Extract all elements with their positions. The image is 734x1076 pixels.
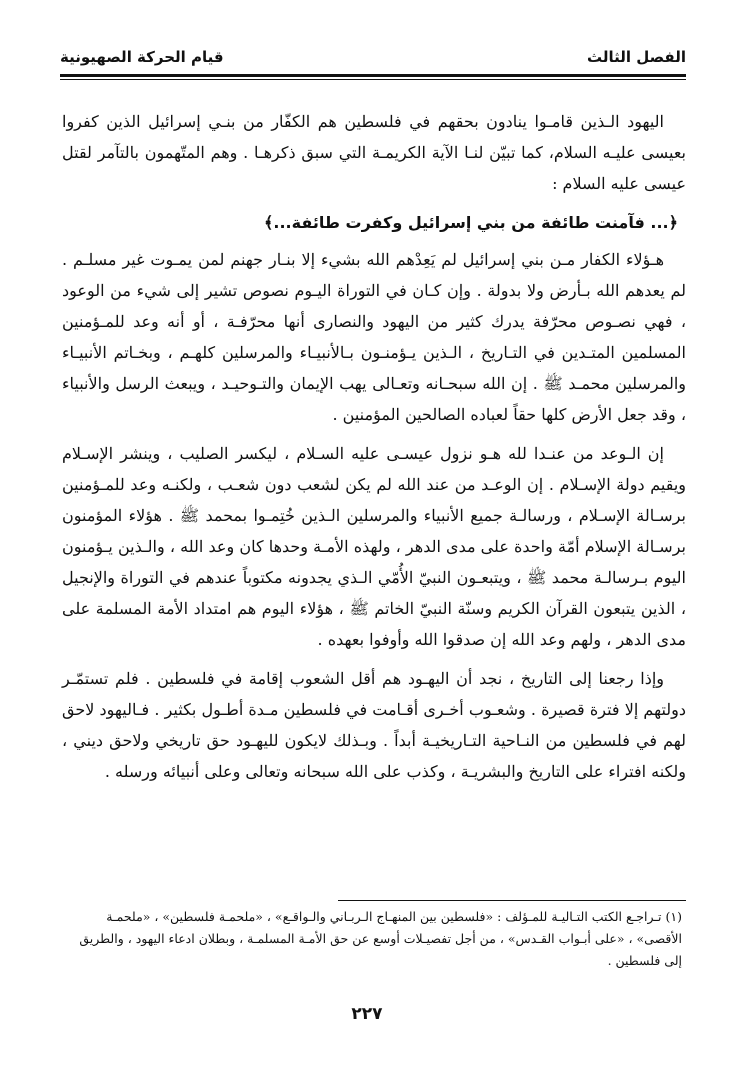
paragraph-1: اليهود الـذين قامـوا ينادون بحقهم في فلسطين هم الكفّار من بنـي إسرائيل الذين كفروا بعيسى عليـه السلام، كما تبيّن لنـا الآية الكريمـة التي سبق ذكرهـا . وهم المتّهمون بالتآمر لقتل عيسى عليه السلام : [62, 112, 686, 193]
main-text [62, 106, 686, 795]
quran-verse: ﴿... فآمنت طائفة من بني إسرائيل وكفرت طائفة...﴾ [264, 213, 678, 232]
footnote-divider [338, 900, 686, 901]
running-header [60, 44, 686, 74]
header-rule-thin [60, 79, 686, 80]
paragraph-3: إن الـوعد من عنـدا لله هـو نزول عيسـى عليه السـلام ، ليكسر الصليب ، وينشر الإسـلام ويقيم دولة الإسـلام . إن الوعـد من عند الله لم يكن لشعب دون شعـب ، ولكنـه وعد للمـؤمنين برسـالة الإسـلام ، ورسالـة جميع الأنبياء والمرسلين الـذين خُتِمـوا بمحمد ﷺ . هؤلاء المؤمنون برسـالة الإسلام أمّة واحدة على مدى الدهر ، ولهذه الأمـة وحدها كان وعد الله ، والـذين يـؤمنون اليوم بـرسالـة محمد ﷺ ، ويتبعـون النبيّ الأُمّي الـذي يجدونه مكتوباً عندهم في التوراة والإنجيل ، الذين يتبعون القرآن الكريم وسنّة النبيّ الخاتم ﷺ ، هؤلاء اليوم هم امتداد الأمة المسلمة على مدى الدهر ، ولهم وعد الله إن صدقوا الله وأوفوا بعهده . [62, 444, 686, 649]
footnote [70, 906, 682, 972]
chapter-label: الفصل الثالث [586, 48, 686, 66]
book-section-title: قيام الحركة الصهيونية [60, 48, 224, 66]
paragraph-4: وإذا رجعنا إلى التاريخ ، نجد أن اليهـود هم أقل الشعوب إقامة في فلسطين . فلم تستمّـر دولتهم إلا فترة قصيرة . وشعـوب أخـرى أقـامت في فلسطين مـدة أطـول بكثير . فـاليهود لاحق لهم في فلسطين من النـاحية التـاريخيـة أبداً . وبـذلك لايكون لليهـود حق تاريخي ولاحق ديني ، ولكنه افتراء على التاريخ والبشريـة ، وكذب على الله سبحانه وتعالى وعلى أنبيائه ورسله . [62, 669, 686, 781]
paragraph-2: هـؤلاء الكفار مـن بني إسرائيل لم يَعِدْهم الله بشيء إلا بنـار جهنم لمن يمـوت غير مسلـم . لم يعدهم الله بـأرض ولا بدولة . وإن كـان في التوراة اليـوم نصوص تشير إلى شيء من الوعود ، فهي نصـوص محرّفة يدرك كثير من اليهود والنصارى أنها محرّفـة ، أو أنه وعد للمـؤمنين المسلمين المتـدين في التـاريخ ، الـذين يـؤمنـون بـالأنبيـاء والمرسلين كلهـم ، وبخـاتم الأنبيـاء والمرسلين محمـد ﷺ . إن الله سبحـانه وتعـالى يهب الإيمان والتـوحيـد ، ويبعث الرسل والأنبياء ، وقد جعل الأرض كلها حقاً لعباده الصالحين المؤمنين . [62, 250, 687, 424]
header-rule-thick [60, 74, 686, 77]
page-number: ٢٢٧ [351, 1004, 383, 1024]
footnote-text: (١) تـراجـع الكتب التـاليـة للمـؤلف : «فلسطين بين المنهـاج الـربـاني والـواقـع» ، «ملحمـة فلسطين» ، «ملحمـة الأقصى» ، «على أبـواب القـدس» ، من أجل تفصيـلات أوسع عن حق الأمـة المسلمـة ، وبطلان ادعاء اليهود ، والطريق إلى فلسطين . [79, 909, 682, 968]
